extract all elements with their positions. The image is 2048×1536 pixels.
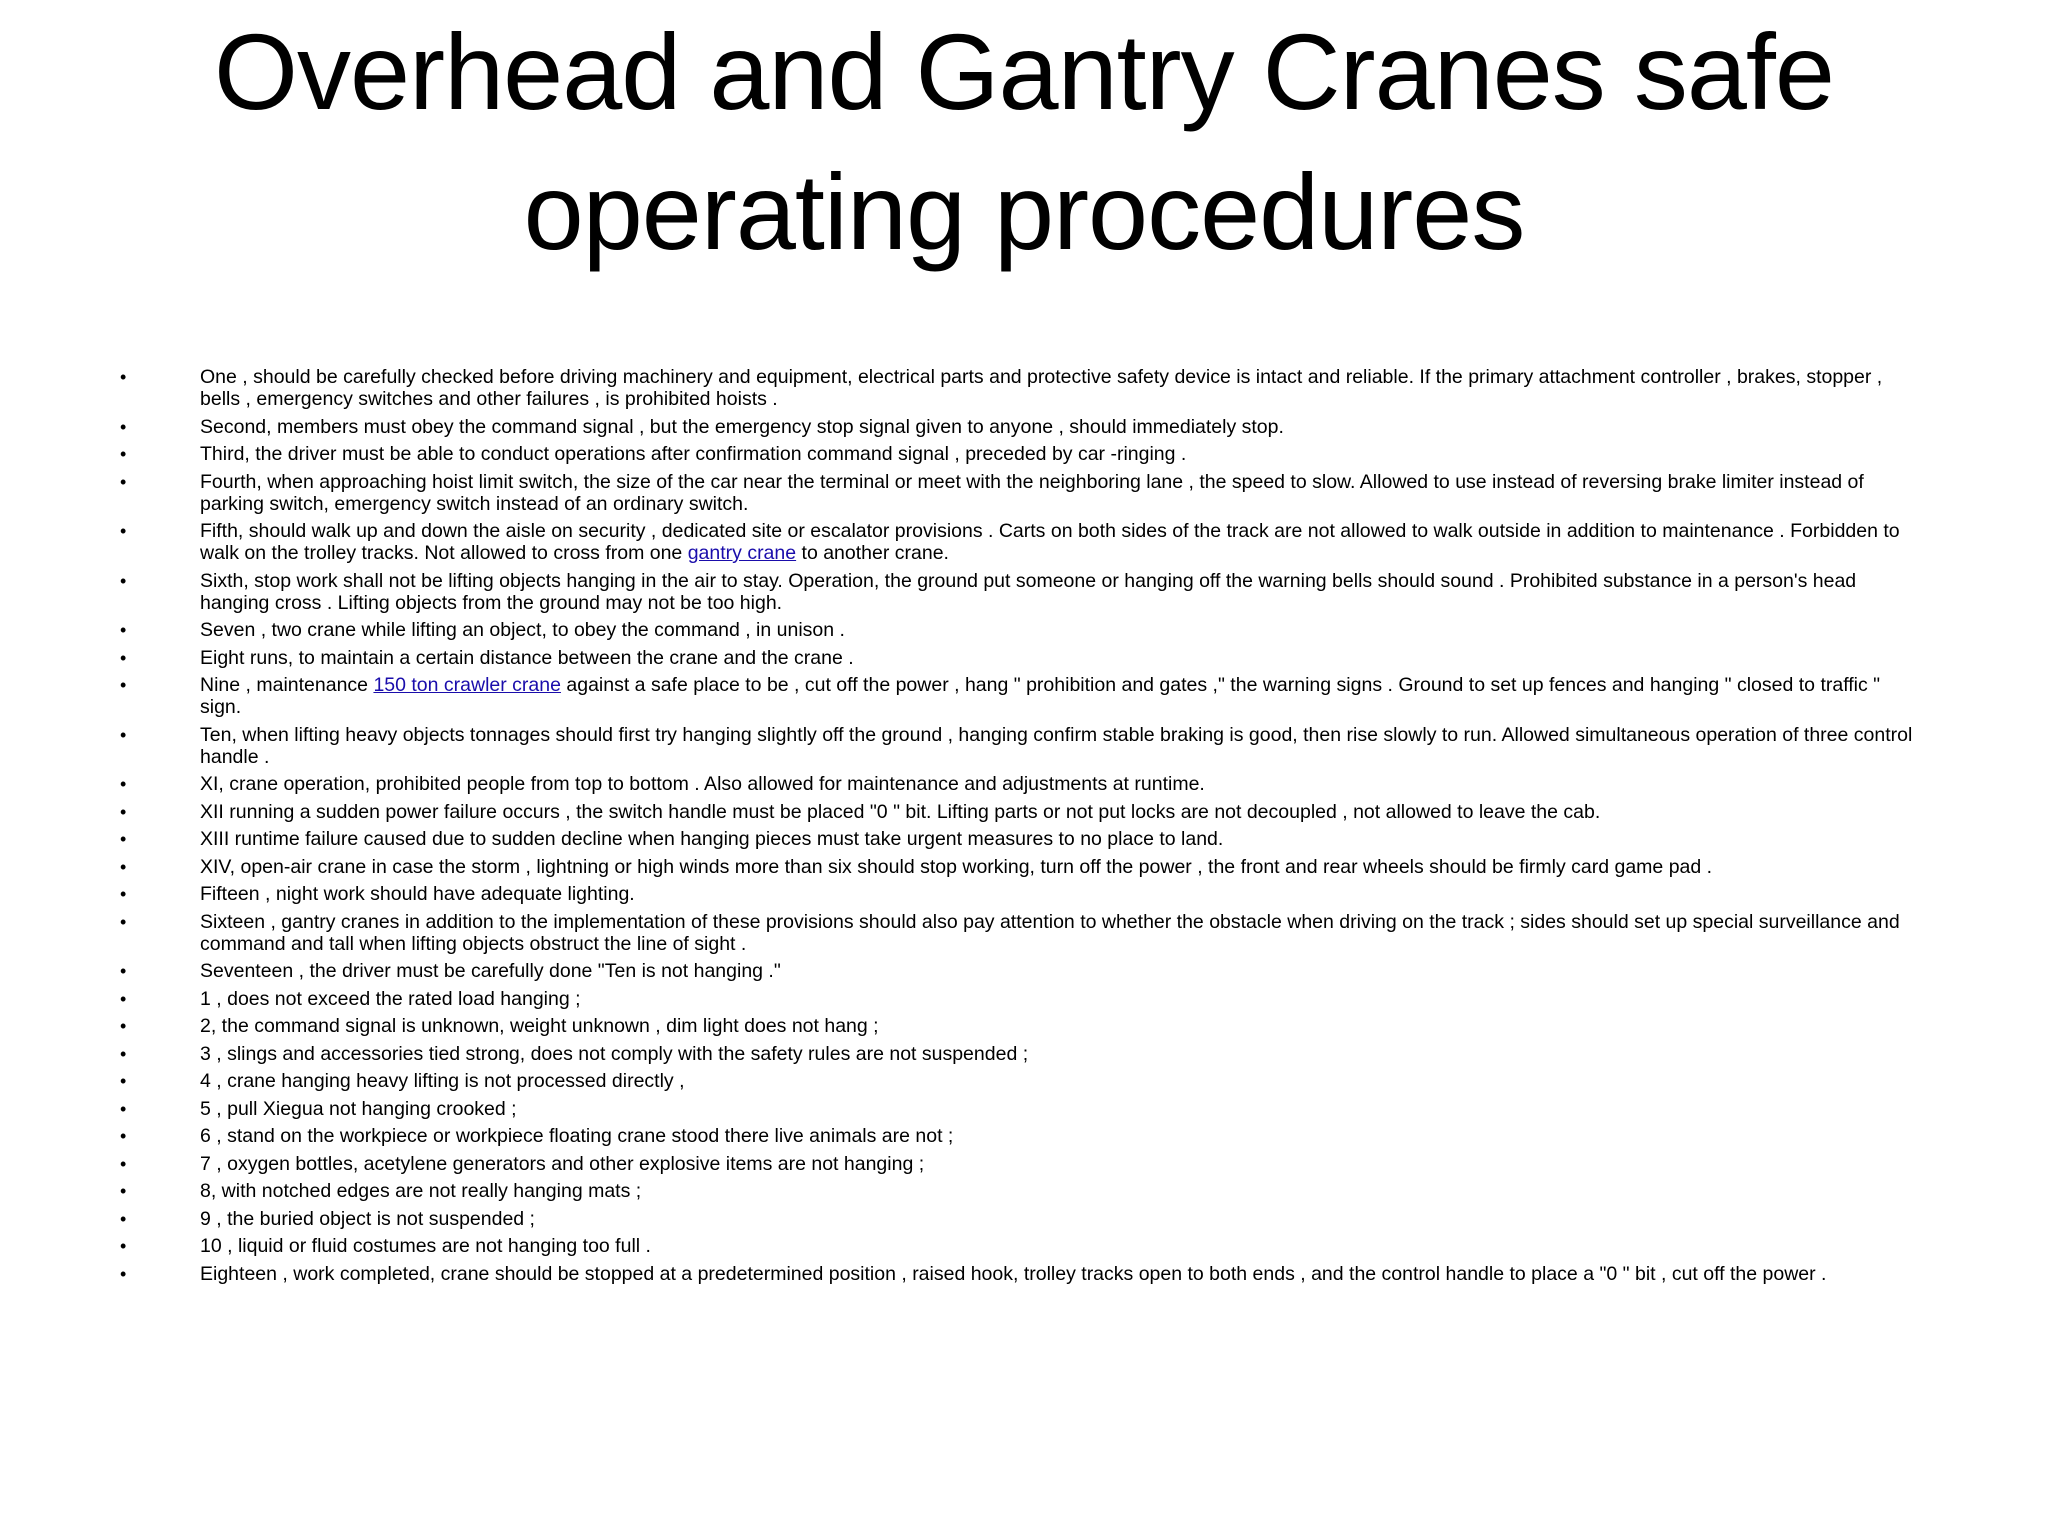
bullet-icon: • (120, 1126, 127, 1146)
bullet-text-before-link: Nine , maintenance (200, 674, 374, 696)
bullet-icon: • (120, 1181, 127, 1201)
bullet-text: 7 , oxygen bottles, acetylene generators and other explosive items are not hanging ; (200, 1152, 925, 1175)
bullet-list (120, 366, 1920, 1290)
bullet-text: Eight runs, to maintain a certain distance between the crane and the crane . (200, 646, 854, 669)
bullet-text: Ten, when lifting heavy objects tonnages should first try hanging slightly off the ground , hanging confirm stable braking is good, then rise slowly to run. Allowed simultaneous operation of three control handle . (200, 723, 1913, 768)
bullet-text: Second, members must obey the command signal , but the emergency stop signal given to anyone , should immediately stop. (200, 415, 1284, 438)
bullet-text: Seventeen , the driver must be carefully done "Ten is not hanging ." (200, 960, 781, 982)
bullet-text: 8, with notched edges are not really hanging mats ; (200, 1180, 642, 1202)
bullet-item (120, 570, 1920, 614)
inline-link[interactable]: 150 ton crawler crane (373, 674, 561, 696)
bullet-text: 10 , liquid or fluid costumes are not hanging too full . (200, 1235, 651, 1257)
bullet-item (120, 1098, 1920, 1120)
bullet-text: Fourth, when approaching hoist limit switch, the size of the car near the terminal or meet with the neighboring lane , the speed to slow. Allowed to use instead of reversing brake limiter instead of parking switch, emergency switch instead of an ordinary switch. (200, 470, 1864, 515)
bullet-item (120, 960, 1920, 982)
bullet-item (120, 724, 1920, 768)
bullet-text: 3 , slings and accessories tied strong, does not comply with the safety rules are not suspended ; (200, 1042, 1029, 1065)
bullet-text: Seven , two crane while lifting an object, to obey the command , in unison . (200, 619, 845, 641)
bullet-item (120, 856, 1920, 878)
bullet-text: Fifteen , night work should have adequate lighting. (200, 883, 635, 905)
bullet-icon: • (120, 724, 127, 745)
bullet-icon: • (120, 647, 127, 668)
bullet-icon: • (120, 570, 127, 591)
bullet-icon: • (120, 675, 127, 695)
bullet-text-after-link: against a safe place to be , cut off the power , hang " prohibition and gates ," the warning signs . Ground to set up fences and hanging " closed to traffic " sign. (200, 674, 1881, 718)
bullet-text: Sixth, stop work shall not be lifting objects hanging in the air to stay. Operation, the ground put someone or hanging off the warning bells should sound . Prohibited substance in a person's head hanging cross . Lifting objects from the ground may not be too high. (200, 569, 1857, 614)
bullet-icon: • (120, 1071, 127, 1091)
bullet-item (120, 1153, 1920, 1175)
bullet-item (120, 773, 1920, 795)
bullet-text: XIII runtime failure caused due to sudden decline when hanging pieces must take urgent measures to no place to land. (200, 828, 1224, 850)
bullet-text (200, 674, 1880, 718)
bullet-icon: • (120, 1236, 127, 1256)
bullet-icon: • (120, 884, 127, 904)
bullet-icon: • (120, 521, 127, 541)
bullet-text: 2, the command signal is unknown, weight unknown , dim light does not hang ; (200, 1015, 879, 1037)
bullet-item (120, 911, 1920, 955)
bullet-item (120, 471, 1920, 515)
bullet-item (120, 1125, 1920, 1147)
bullet-icon: • (120, 961, 127, 981)
bullet-text: 9 , the buried object is not suspended ; (200, 1207, 535, 1230)
bullet-icon: • (120, 367, 127, 387)
bullet-text: XII running a sudden power failure occurs , the switch handle must be placed "0 " bit. Lifting parts or not put locks are not decoupled , not allowed to leave the cab. (200, 800, 1601, 823)
bullet-icon: • (120, 1263, 127, 1284)
bullet-text: Sixteen , gantry cranes in addition to the implementation of these provisions should also pay attention to whether the obstacle when driving on the track ; sides should set up special surveillance and command and tall when lifting objects obstruct the line of sight . (200, 910, 1900, 955)
bullet-icon: • (120, 1043, 127, 1064)
bullet-text: 1 , does not exceed the rated load hanging ; (200, 987, 581, 1010)
bullet-item (120, 988, 1920, 1010)
bullet-text: Third, the driver must be able to conduct operations after confirmation command signal , preceded by car -ringing . (200, 443, 1187, 465)
bullet-text: XIV, open-air crane in case the storm , lightning or high winds more than six should stop working, turn off the power , the front and rear wheels should be firmly card game pad . (200, 855, 1713, 878)
bullet-icon: • (120, 1016, 127, 1036)
bullet-icon: • (120, 471, 127, 492)
bullet-item (120, 883, 1920, 905)
bullet-item (120, 1015, 1920, 1037)
bullet-item (120, 443, 1920, 465)
bullet-item (120, 1043, 1920, 1065)
bullet-item (120, 828, 1920, 850)
slide-title-line-1: Overhead and Gantry Cranes safe (214, 11, 1834, 132)
bullet-icon: • (120, 1208, 127, 1229)
slide-title-line-2: operating procedures (523, 151, 1525, 272)
bullet-item (120, 366, 1920, 410)
bullet-text-before-link: Fifth, should walk up and down the aisle on security , dedicated site or escalator provisions . Carts on both sides of the track are not allowed to walk outside in addition to maintenance . Forbidden to walk on the trolley tracks. Not allowed to cross from one (200, 520, 1900, 564)
bullet-text-after-link: to another crane. (796, 542, 949, 564)
bullet-item (120, 674, 1920, 718)
bullet-icon: • (120, 801, 127, 822)
bullet-item (120, 416, 1920, 438)
bullet-icon: • (120, 988, 127, 1009)
bullet-icon: • (120, 829, 127, 849)
bullet-item (120, 619, 1920, 641)
bullet-icon: • (120, 911, 127, 932)
bullet-icon: • (120, 1098, 127, 1119)
bullet-text (200, 520, 1900, 564)
bullet-text: Eighteen , work completed, crane should be stopped at a predetermined position , raised hook, trolley tracks open to both ends , and the control handle to place a "0 " bit , cut off the power . (200, 1262, 1827, 1285)
bullet-item (120, 647, 1920, 669)
bullet-text: XI, crane operation, prohibited people from top to bottom . Also allowed for maintenance and adjustments at runtime. (200, 773, 1205, 795)
bullet-item (120, 520, 1920, 564)
bullet-item (120, 801, 1920, 823)
bullet-item (120, 1070, 1920, 1092)
bullet-text: 6 , stand on the workpiece or workpiece floating crane stood there live animals are not ; (200, 1125, 954, 1147)
bullet-item (120, 1235, 1920, 1257)
bullet-icon: • (120, 416, 127, 437)
bullet-icon: • (120, 620, 127, 640)
slide-title (100, 2, 1948, 282)
bullet-icon: • (120, 1153, 127, 1174)
bullet-item (120, 1180, 1920, 1202)
bullet-icon: • (120, 856, 127, 877)
bullet-text: 4 , crane hanging heavy lifting is not processed directly , (200, 1070, 685, 1092)
bullet-text: 5 , pull Xiegua not hanging crooked ; (200, 1097, 517, 1120)
bullet-icon: • (120, 444, 127, 464)
inline-link[interactable]: gantry crane (687, 542, 797, 564)
bullet-icon: • (120, 774, 127, 794)
bullet-text: One , should be carefully checked before driving machinery and equipment, electrical parts and protective safety device is intact and reliable. If the primary attachment controller , brakes, stopper , bells , emergency switches and other failures , is prohibited hoists . (200, 366, 1883, 410)
bullet-item (120, 1263, 1920, 1285)
bullet-item (120, 1208, 1920, 1230)
